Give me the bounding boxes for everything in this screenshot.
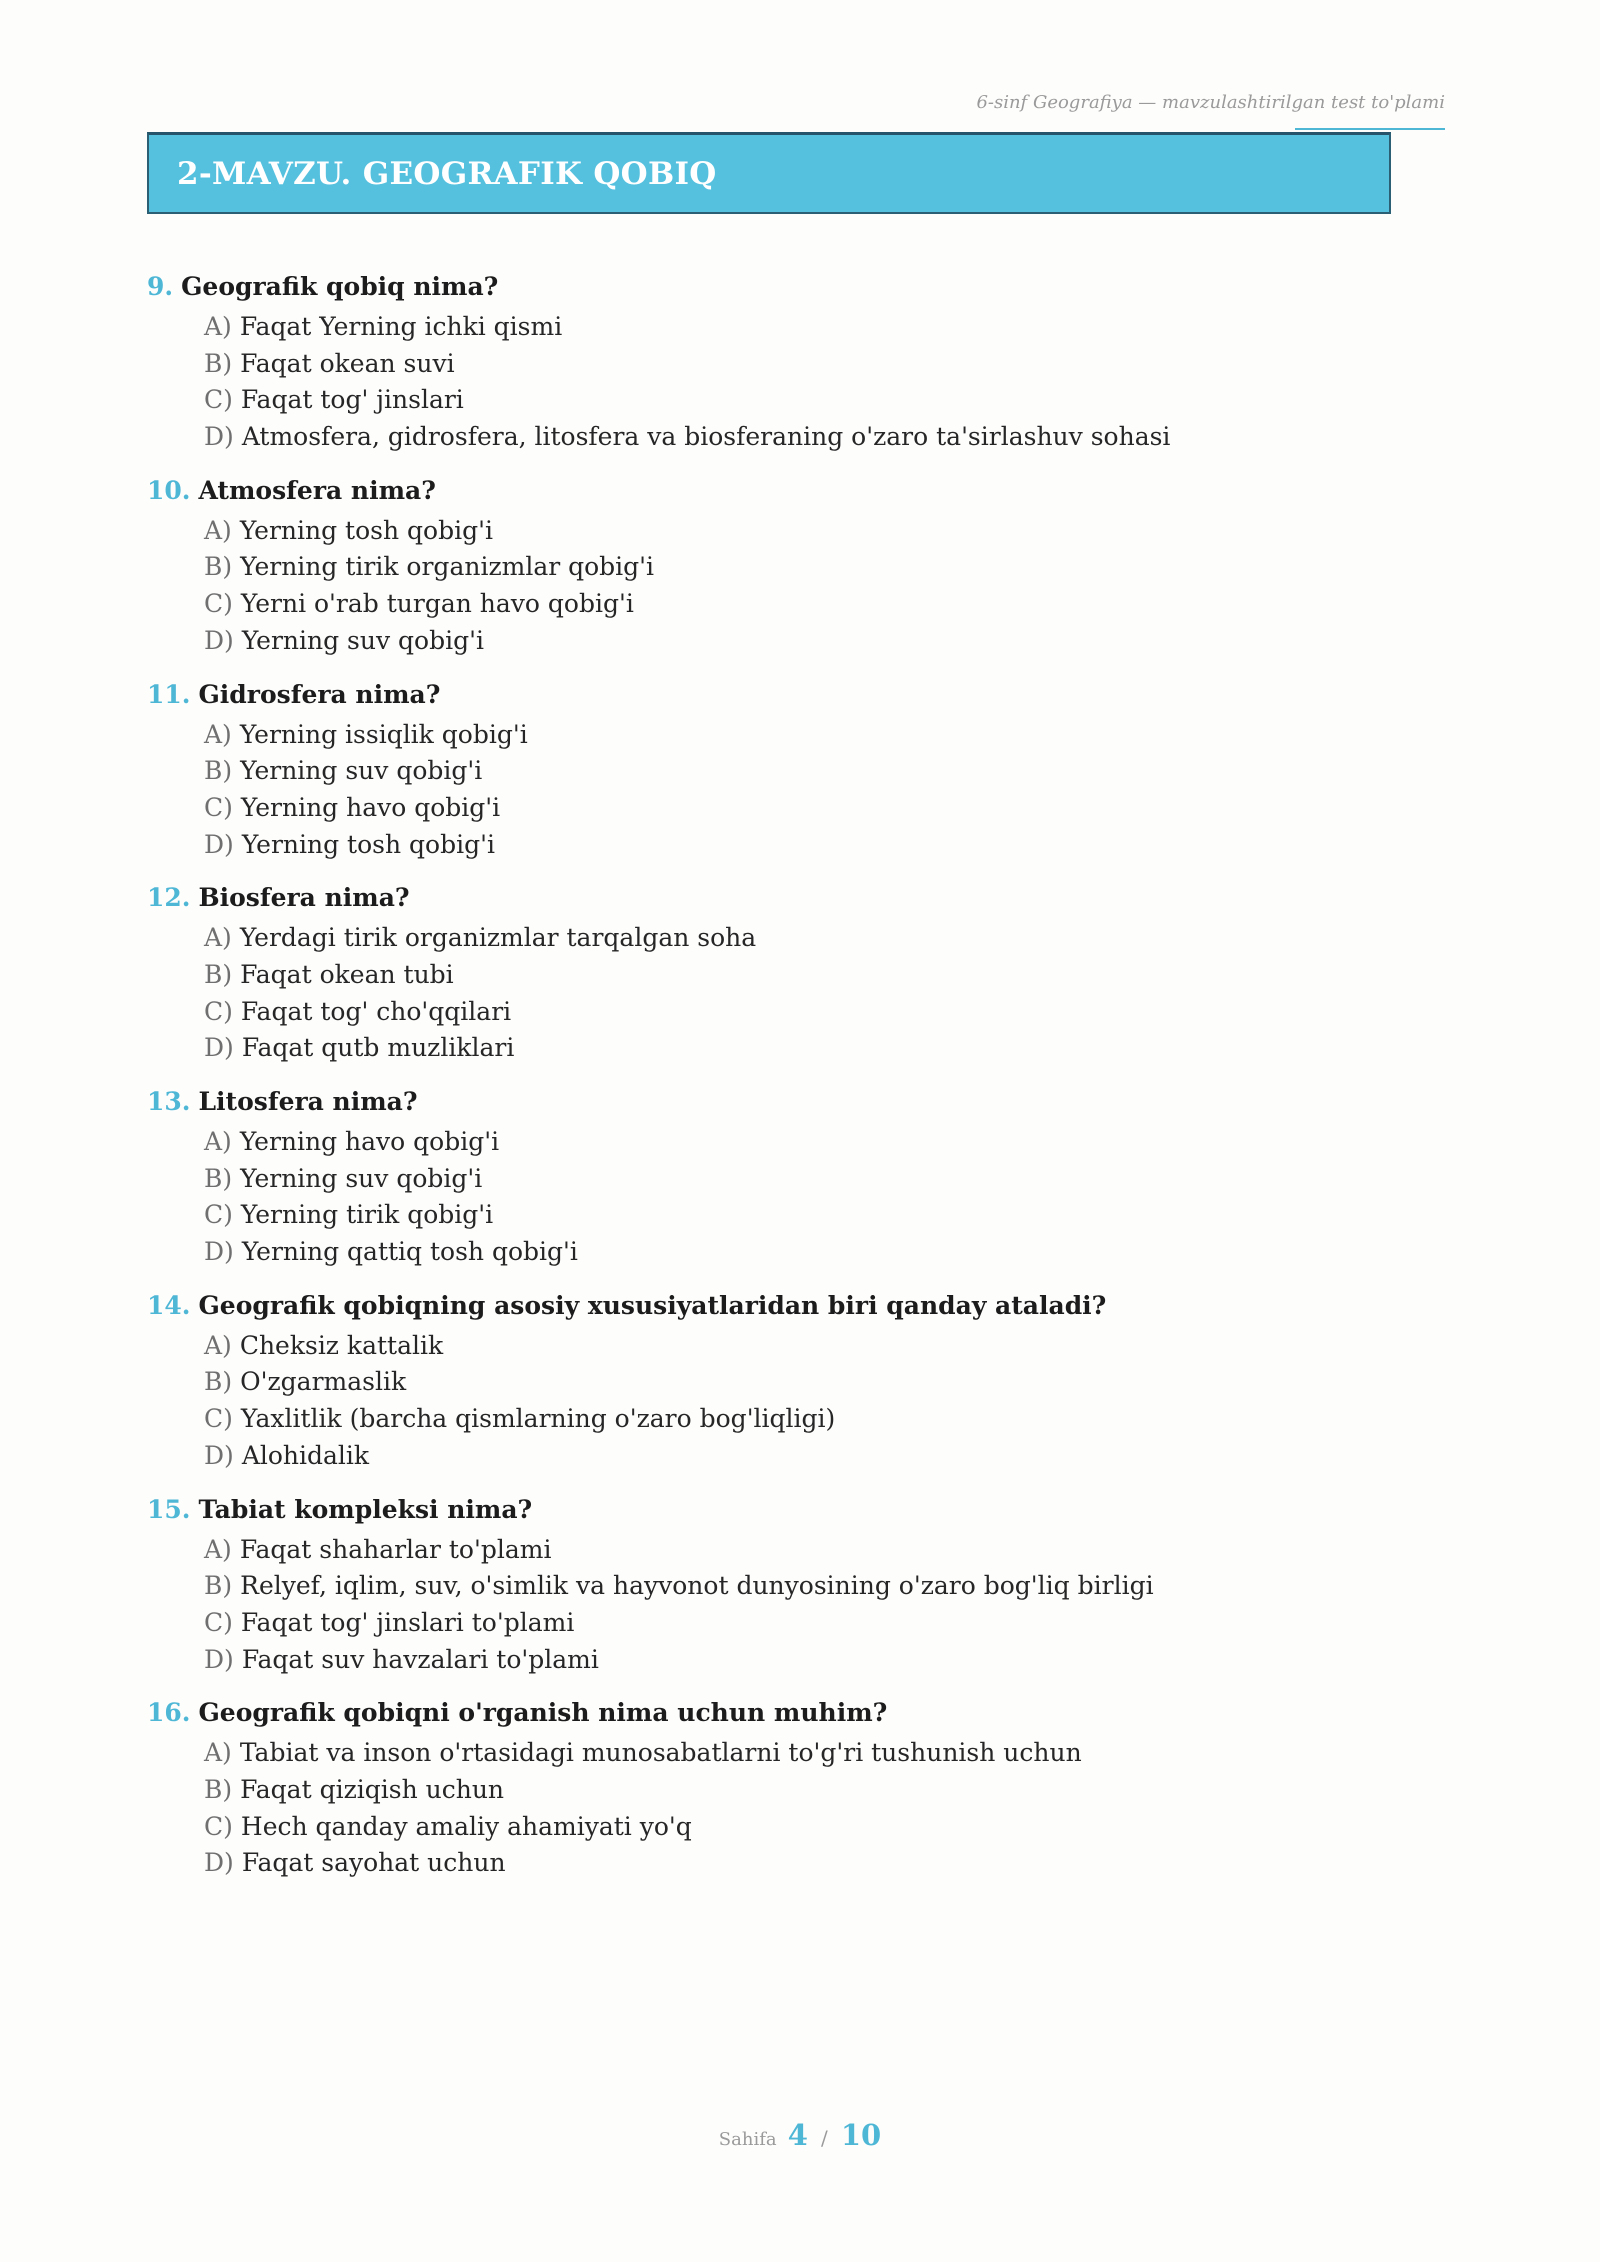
option-letter: A) [204,719,232,749]
option-text: Faqat tog' jinslari to'plami [240,1607,575,1637]
option-text: Yerning havo qobig'i [239,1127,500,1156]
question-item [147,879,1447,1067]
option-text: Faqat sayohat uchun [241,1848,506,1878]
option-letter: A) [204,1330,232,1360]
question-heading [147,1694,1447,1732]
total-pages-number: 10 [840,2118,882,2152]
option-letter: D) [204,1033,234,1063]
answer-option [204,549,1447,586]
option-letter: A) [204,515,232,545]
option-text: Yerning suv qobig'i [240,1163,483,1193]
question-text: Tabiat kompleksi nima? [198,1494,533,1524]
option-text: Yerni o'rab turgan havo qobig'i [240,589,634,619]
option-text: Yerning suv qobig'i [241,625,484,655]
answer-option [204,1401,1447,1438]
answer-option [204,790,1447,827]
question-text: Litosfera nima? [198,1087,418,1116]
option-letter: D) [204,625,234,655]
option-text: Relyef, iqlim, suv, o'simlik va hayvonot dunyosining o'zaro bog'liq birligi [240,1571,1154,1601]
question-number: 14. [147,1290,191,1320]
option-letter: B) [204,959,233,989]
answer-option [204,419,1447,456]
option-text: Faqat tog' cho'qqilari [240,996,512,1026]
answer-option [204,1030,1447,1067]
option-letter: C) [204,385,233,415]
option-text: Yerning tirik organizmlar qobig'i [240,552,655,582]
option-letter: B) [204,348,233,378]
option-text: Yerdagi tirik organizmlar tarqalgan soha [239,923,757,953]
option-letter: C) [204,589,233,619]
answer-option [204,1642,1447,1679]
answer-option [204,623,1447,660]
option-letter: A) [204,1738,232,1768]
option-text: Yerning suv qobig'i [240,756,483,786]
answer-option [204,994,1447,1031]
answer-option [204,309,1447,346]
option-text: O'zgarmaslik [240,1367,407,1397]
answer-option [204,1438,1447,1475]
question-heading [147,472,1447,510]
question-number: 11. [147,679,191,709]
option-text: Yerning qattiq tosh qobig'i [241,1237,578,1267]
question-item [147,268,1447,456]
answer-option [204,1845,1447,1882]
option-letter: C) [204,1811,233,1841]
option-letter: C) [204,1607,233,1637]
option-letter: B) [204,1163,233,1193]
option-letter: A) [204,1534,232,1564]
option-letter: D) [204,422,234,452]
option-text: Faqat okean tubi [240,959,454,989]
answer-option [204,1568,1447,1605]
answer-options [204,917,1447,1067]
option-letter: D) [204,1237,234,1267]
page-label: Sahifa [718,2129,777,2150]
option-letter: D) [204,1644,234,1674]
question-heading [147,1083,1447,1121]
option-text: Faqat tog' jinslari [240,385,464,415]
question-text: Geografik qobiqni o'rganish nima uchun muhim? [198,1698,888,1728]
answer-option [204,586,1447,623]
question-text: Geografik qobiqning asosiy xususiyatlaridan biri qanday ataladi? [198,1290,1107,1320]
question-list [147,268,1447,1898]
question-heading [147,268,1447,306]
answer-option [204,920,1447,957]
option-letter: B) [204,1774,233,1804]
page-separator: / [820,2126,828,2150]
topic-banner [147,132,1391,214]
current-page-number: 4 [787,2118,808,2152]
option-text: Hech qanday amaliy ahamiyati yo'q [240,1811,692,1841]
answer-option [204,1364,1447,1401]
option-letter: B) [204,1571,233,1601]
answer-option [204,753,1447,790]
answer-option [204,1234,1447,1271]
option-letter: A) [204,312,232,341]
option-text: Faqat qiziqish uchun [240,1774,505,1804]
option-letter: C) [204,792,233,822]
answer-option [204,346,1447,383]
option-text: Yaxlitlik (barcha qismlarning o'zaro bog'liqligi) [240,1404,836,1434]
question-number: 15. [147,1494,191,1524]
answer-option [204,1735,1447,1772]
answer-option [204,717,1447,754]
answer-option [204,1532,1447,1569]
option-letter: B) [204,1367,233,1397]
answer-options [204,1529,1447,1679]
answer-option [204,1809,1447,1846]
option-letter: B) [204,756,233,786]
running-header: 6-sinf Geografiya — mavzulashtirilgan test to'plami [976,92,1445,113]
option-text: Yerning havo qobig'i [240,792,501,822]
question-heading [147,676,1447,714]
question-number: 9. [147,272,174,301]
answer-options [204,1121,1447,1271]
option-letter: B) [204,552,233,582]
answer-option [204,1605,1447,1642]
option-letter: A) [204,1127,232,1156]
option-text: Yerning tirik qobig'i [240,1200,494,1230]
option-text: Yerning issiqlik qobig'i [239,719,528,749]
question-item [147,1694,1447,1882]
answer-option [204,1328,1447,1365]
question-heading [147,1287,1447,1325]
question-item [147,472,1447,660]
answer-options [204,306,1447,456]
option-text: Faqat Yerning ichki qismi [239,312,563,341]
answer-options [204,714,1447,864]
question-text: Biosfera nima? [198,883,410,913]
option-letter: D) [204,829,234,859]
option-letter: D) [204,1848,234,1878]
answer-options [204,1732,1447,1882]
answer-option [204,1161,1447,1198]
answer-options [204,1325,1447,1475]
answer-option [204,1124,1447,1161]
question-heading [147,879,1447,917]
option-text: Yerning tosh qobig'i [241,829,495,859]
question-number: 10. [147,475,191,505]
answer-option [204,827,1447,864]
option-letter: C) [204,1200,233,1230]
header-rule [1295,128,1445,130]
option-text: Faqat qutb muzliklari [241,1033,515,1063]
topic-title: 2-MAVZU. GEOGRAFIK QOBIQ [177,155,717,192]
answer-option [204,382,1447,419]
option-letter: C) [204,1404,233,1434]
option-text: Atmosfera, gidrosfera, litosfera va biosferaning o'zaro ta'sirlashuv sohasi [241,422,1171,452]
question-number: 13. [147,1087,191,1116]
option-letter: A) [204,923,232,953]
option-text: Alohidalik [241,1440,370,1470]
option-letter: C) [204,996,233,1026]
question-item [147,1083,1447,1271]
answer-option [204,957,1447,994]
question-item [147,1287,1447,1475]
page-footer [0,2118,1600,2152]
option-text: Faqat shaharlar to'plami [239,1534,552,1564]
answer-option [204,1197,1447,1234]
option-text: Tabiat va inson o'rtasidagi munosabatlarni to'g'ri tushunish uchun [239,1738,1082,1768]
question-item [147,1491,1447,1679]
option-text: Faqat suv havzalari to'plami [241,1644,599,1674]
question-text: Geografik qobiq nima? [181,272,499,301]
question-heading [147,1491,1447,1529]
answer-options [204,510,1447,660]
answer-option [204,513,1447,550]
option-letter: D) [204,1440,234,1470]
option-text: Cheksiz kattalik [239,1330,444,1360]
question-text: Gidrosfera nima? [198,679,441,709]
question-number: 12. [147,883,191,913]
question-text: Atmosfera nima? [198,475,436,505]
option-text: Faqat okean suvi [240,348,455,378]
answer-option [204,1772,1447,1809]
question-item [147,676,1447,864]
question-number: 16. [147,1698,191,1728]
option-text: Yerning tosh qobig'i [239,515,493,545]
